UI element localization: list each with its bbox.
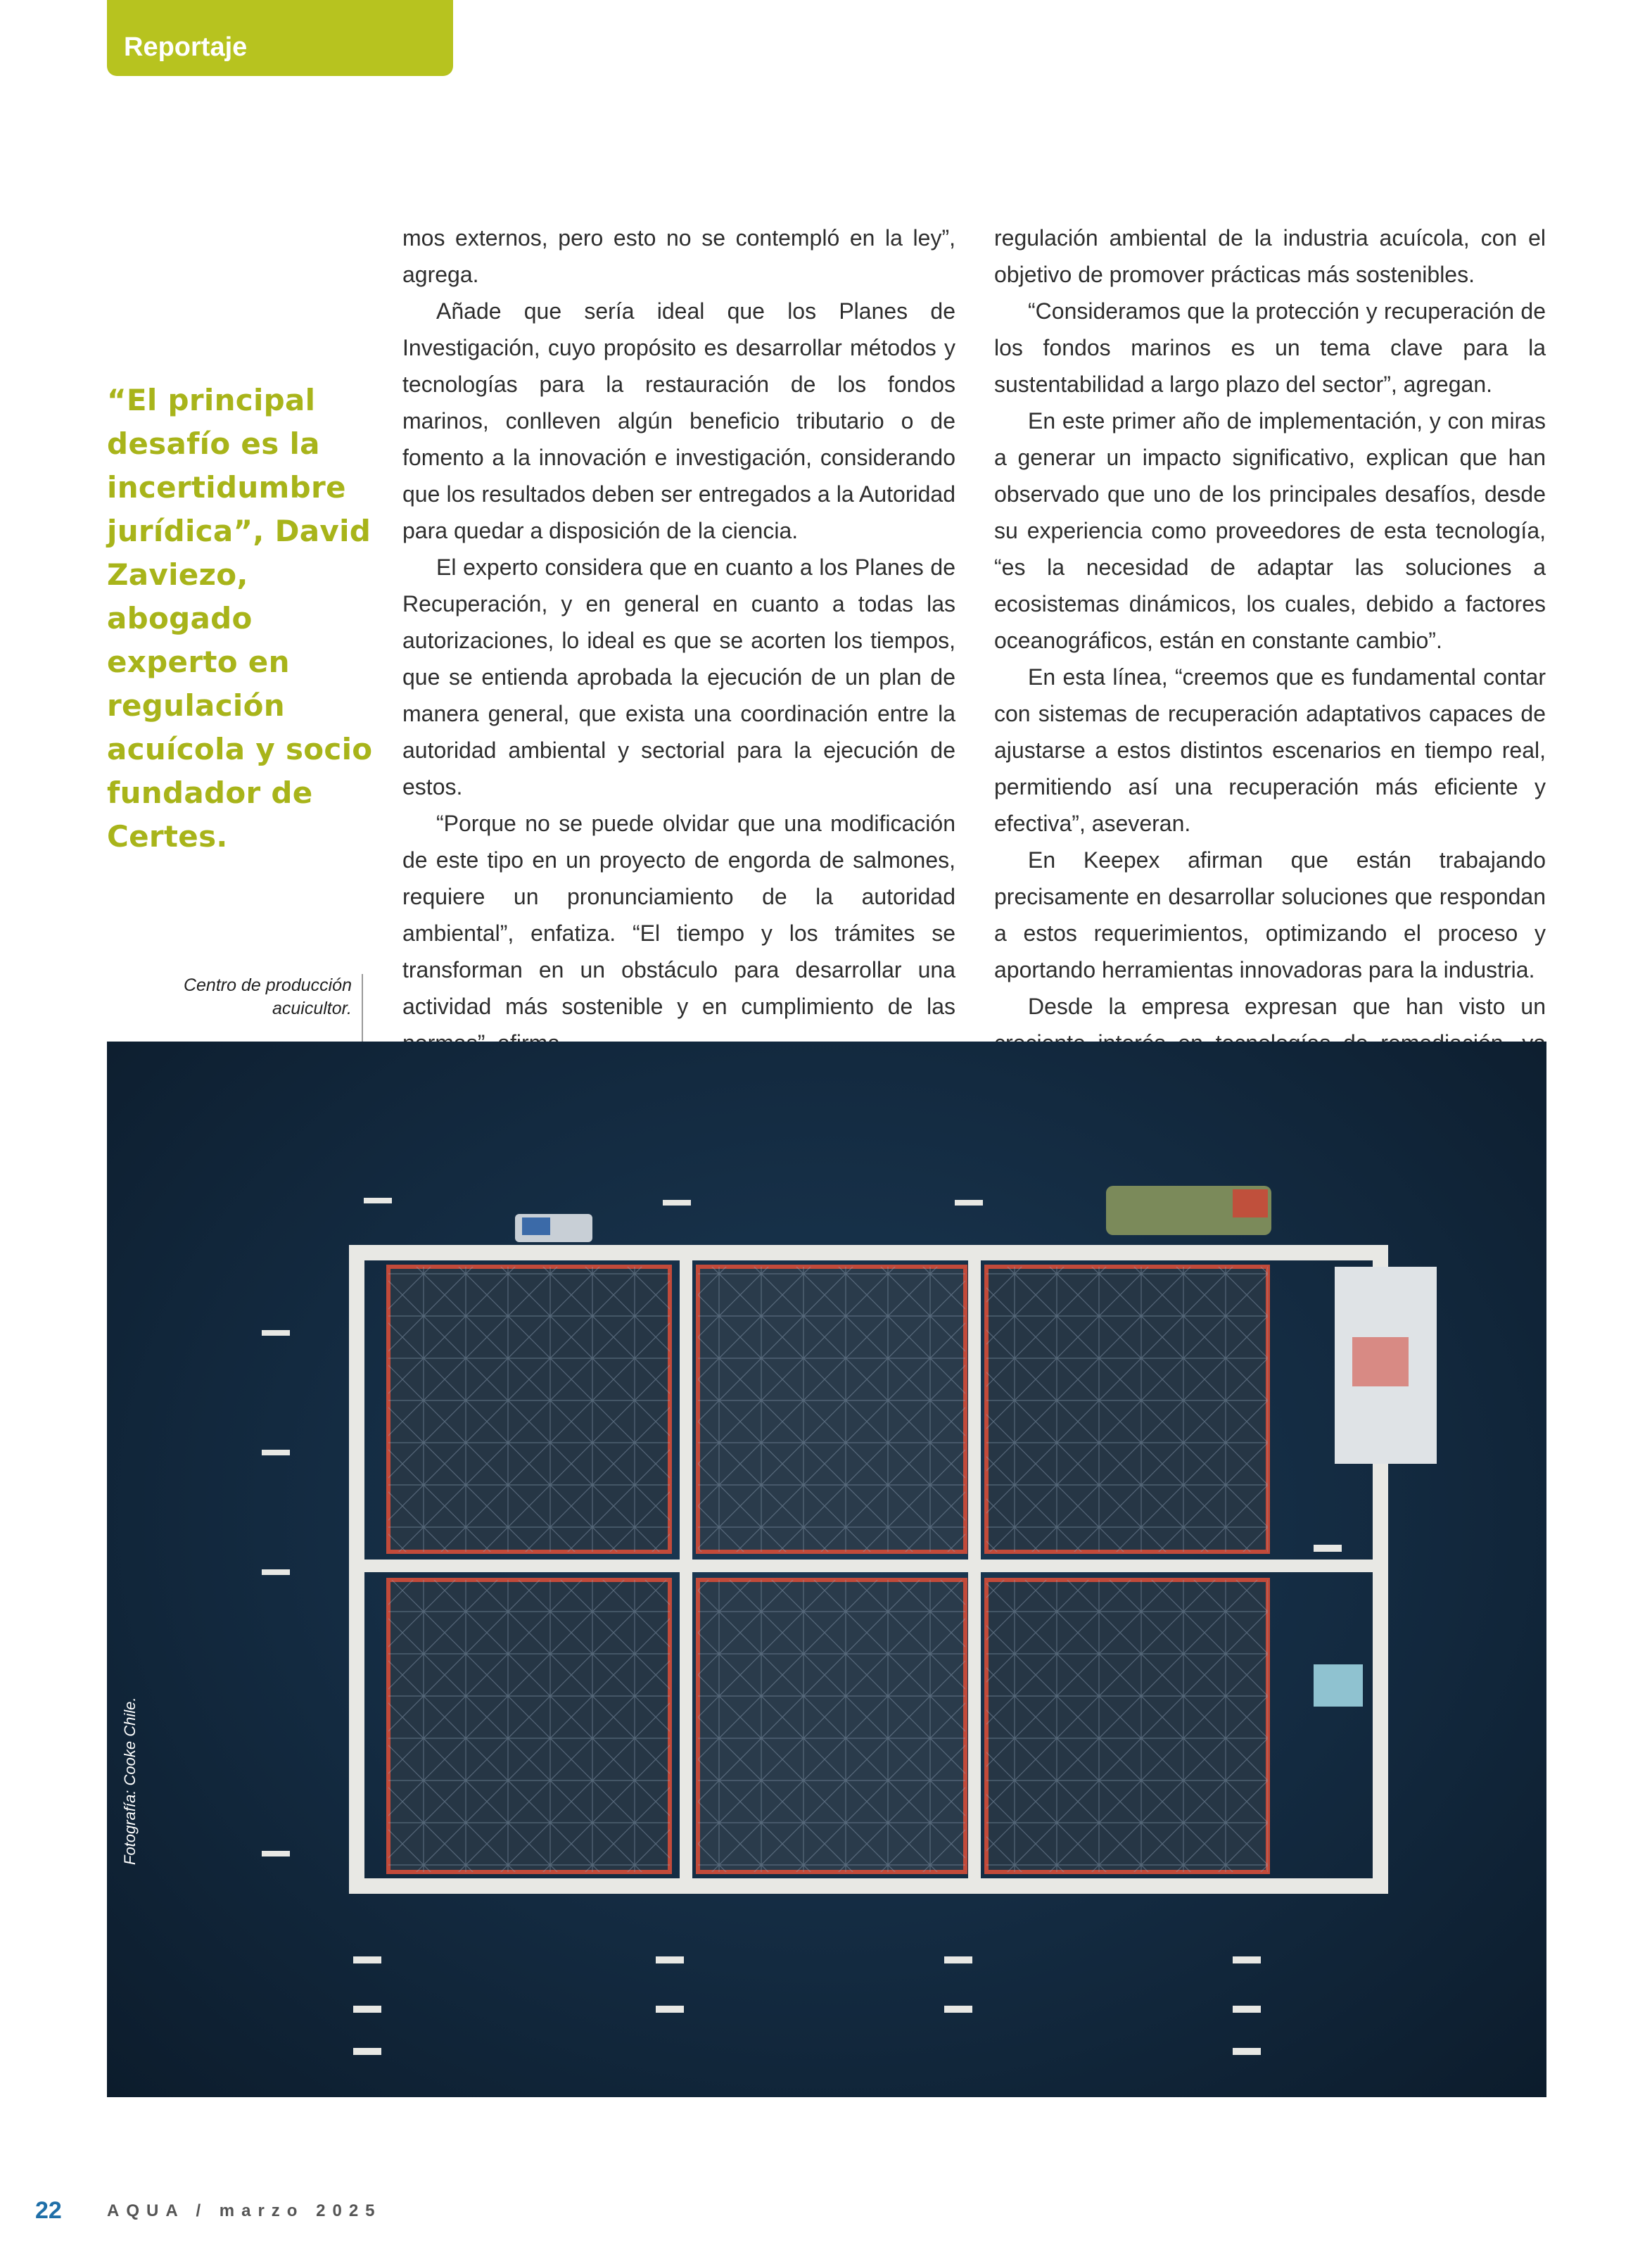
pull-quote: “El principal desafío es la incertidumbre jurídica”, David Zaviezo, abogado experto en regulación acuícola y socio fundador de Certes. [107,383,373,854]
magazine-footer: AQUA / marzo 2025 [107,2201,382,2220]
paragraph: En este primer año de implementación, y con miras a generar un impacto significativo, explican que han observado que uno de los principales desafíos, desde su experiencia como proveedores de esta tecnología, “es la necesidad de adaptar las soluciones a ecosistemas dinámicos, los cuales, debido a factores oceanográficos, están en constante cambio”. [994,408,1546,653]
aquaculture-aerial-photo [107,1042,1546,2097]
paragraph: regulación ambiental de la industria acuícola, con el objetivo de promover prácticas más sostenibles. [994,225,1546,287]
paragraph: El experto considera que en cuanto a los Planes de Recuperación, y en general en cuanto a todas las autorizaciones, lo ideal es que se acorten los tiempos, que se entienda aprobada la ejecución de un plan de manera general, que exista una coordinación entre la autoridad ambiental y sectorial para la ejecución de estos. [402,555,955,799]
caption-divider [362,974,363,1044]
caption-line-2: acuicultor. [272,999,352,1018]
fish-farm-illustration [107,1042,1546,2097]
page-number: 22 [35,2197,62,2224]
caption-line-1: Centro de producción [183,975,352,995]
paragraph: “Porque no se puede olvidar que una modificación de este tipo en un proyecto de engorda de salmones, requiere un pronunciamiento de la autoridad ambiental”, enfatiza. “El tiempo y los trámites se transforman en un obstáculo para desarrollar una actividad más sostenible y en cumplimiento de las [402,811,955,1019]
paragraph: Desde la empresa expresan que han visto un [1028,994,1546,1019]
photo-caption [141,974,352,1020]
feed-raft [1314,1664,1363,1707]
article-column-right [994,220,1546,1098]
section-tab [107,0,453,76]
paragraph: Añade que sería ideal que los Planes de Investigación, cuyo propósito es desarrollar métodos y tecnologías para la restauración de los fondos marinos, conlleven algún beneficio tributario o de fomento a la innovación e investigación, considerando que los resultados deben ser entregados a la Autoridad para quedar a disposición de la ciencia. [402,298,955,543]
paragraph: “Consideramos que la protección y recuperación de los fondos marinos es un tema clave para la sustentabilidad a largo plazo del sector”, agregan. [994,298,1546,397]
photo-credit: Fotografía: Cooke Chile. [121,1697,139,1865]
paragraph: En Keepex afirman que están trabajando precisamente en desarrollar soluciones que respondan a estos requerimientos, optimizando el proceso y aportando herramientas innovadoras para la industria. [994,847,1546,982]
paragraph: mos externos, pero esto no se contempló en la ley”, agrega. [402,225,955,287]
paragraph: En esta línea, “creemos que es fundamental contar con sistemas de recuperación adaptativos capaces de ajustarse a estos distintos escenarios en tiempo real, permitiendo así una recuperación más eficiente y efectiva”, aseveran. [994,664,1546,836]
section-label: Reportaje [124,32,248,62]
